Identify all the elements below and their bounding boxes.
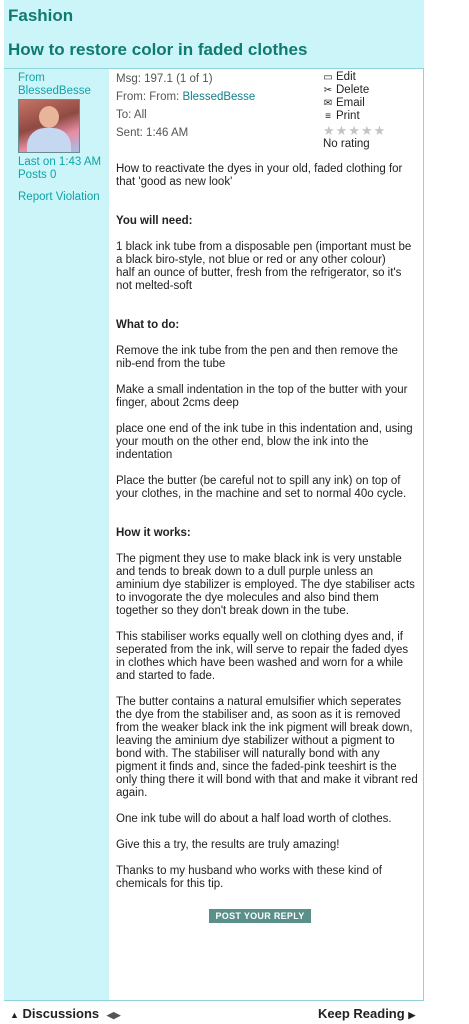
delete-action[interactable] — [323, 84, 423, 97]
msg-from-name-link[interactable]: BlessedBesse — [182, 91, 256, 103]
works-heading: How it works: — [116, 527, 191, 539]
keep-reading-link[interactable] — [318, 1006, 415, 1021]
msg-from-label: From: From: — [116, 91, 180, 103]
avatar-shirt — [27, 128, 71, 153]
need-text-1: 1 black ink tube from a disposable pen (important must be a black biro-style, not blue or red or any other colour) — [116, 241, 412, 266]
from-label: From — [18, 72, 45, 84]
email-action[interactable] — [323, 97, 423, 110]
message-actions — [323, 71, 423, 151]
msg-number: Msg: 197.1 (1 of 1) — [116, 73, 213, 85]
need-text-2: half an ounce of butter, fresh from the refrigerator, so it's not melted-soft — [116, 267, 402, 292]
print-label: Print — [336, 110, 360, 122]
right-arrow-icon: ▶ — [408, 1010, 416, 1020]
prev-next-arrows-icon[interactable]: ◀▶ — [106, 1010, 121, 1020]
post-reply-button[interactable]: POST YOUR REPLY — [209, 909, 311, 923]
posts-count: Posts 0 — [18, 169, 57, 181]
step-4: Place the butter (be careful not to spill any ink) on top of your clothes, in the machine and set to normal 40o cycle. — [116, 475, 407, 500]
msg-sent: Sent: 1:46 AM — [116, 127, 189, 139]
avatar-face — [39, 106, 59, 128]
discussions-link[interactable] — [10, 1006, 121, 1021]
works-2: This stabiliser works equally well on clothing dyes and, if seperated from the ink, will serve to repair the faded dyes in clothes which have been washed and worn for a while and started to fade. — [116, 631, 409, 682]
avatar[interactable] — [18, 99, 80, 153]
edit-action[interactable] — [323, 71, 423, 84]
print-action[interactable] — [323, 110, 423, 123]
message-panel — [4, 68, 424, 1001]
edit-label: Edit — [336, 71, 356, 83]
author-stats — [18, 156, 101, 182]
step-2: Make a small indentation in the top of the butter with your finger, about 2cms deep — [116, 384, 408, 409]
up-arrow-icon: ▲ — [10, 1010, 19, 1020]
closing-2: Give this a try, the results are truly amazing! — [116, 839, 340, 851]
email-icon: ✉ — [323, 98, 333, 109]
message-body — [116, 163, 418, 891]
print-icon: ≡ — [325, 111, 331, 122]
last-on-text: Last on 1:43 AM — [18, 156, 102, 168]
step-3: place one end of the ink tube in this indentation and, using your mouth on the other end, blow the ink into the indentation — [116, 423, 413, 461]
page-title: How to restore color in faded clothes — [8, 40, 308, 59]
closing-3: Thanks to my husband who works with these kind of chemicals for this tip. — [116, 865, 382, 890]
author-name-link[interactable]: BlessedBesse — [18, 85, 91, 97]
keep-reading-label: Keep Reading — [318, 1006, 405, 1021]
email-label: Email — [336, 97, 365, 109]
intro-paragraph: How to reactivate the dyes in your old, faded clothing for that 'good as new look' — [116, 163, 403, 188]
author-sidebar — [4, 69, 109, 1000]
works-3: The butter contains a natural emulsifier which seperates the dye from the stabiliser and, as soon as it is removed from the weaker black ink the ink pigment will break down, leaving the aminium dye stabilizer without a pigment to bond with. The stabiliser will naturally bond with any pigment it finds and, since the faded-pink teeshirt is the only thing there it will bond with that and make it vibrant red again. — [116, 696, 418, 799]
edit-icon: ▭ — [323, 72, 333, 83]
category-title[interactable]: Fashion — [8, 6, 74, 25]
need-heading: You will need: — [116, 215, 193, 227]
rating-stars[interactable]: ★★★★★ — [323, 123, 387, 138]
closing-1: One ink tube will do about a half load worth of clothes. — [116, 813, 392, 825]
delete-label: Delete — [336, 84, 370, 96]
msg-to: To: All — [116, 109, 147, 121]
delete-icon: ✂ — [323, 85, 333, 96]
rating-text: No rating — [323, 138, 370, 150]
works-1: The pigment they use to make black ink is very unstable and tends to break down to a dull purple unless an aminium dye stabilizer is employed. The dye stabiliser acts to invogorate the dye molecules and also bind them together so they don't break down in the tube. — [116, 553, 415, 617]
report-violation-link[interactable]: Report Violation — [18, 191, 100, 203]
author-block — [18, 72, 91, 98]
do-heading: What to do: — [116, 319, 180, 331]
discussions-label: Discussions — [22, 1006, 100, 1021]
step-1: Remove the ink tube from the pen and then remove the nib-end from the tube — [116, 345, 398, 370]
